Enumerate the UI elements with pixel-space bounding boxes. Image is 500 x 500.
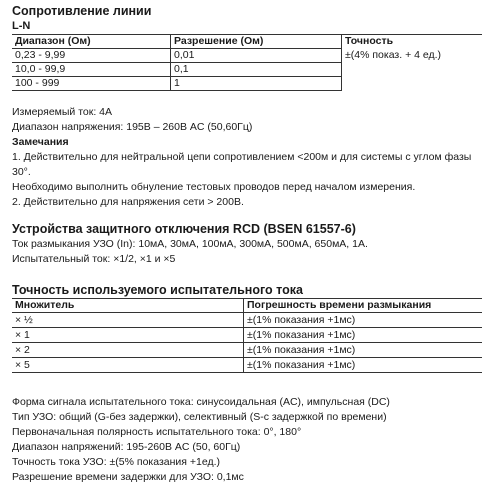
- line-resistance-subtitle: L-N: [12, 20, 31, 32]
- table-header-row: [12, 35, 482, 49]
- measured-current: Измеряемый ток: 4А: [12, 106, 113, 118]
- note-1b: Необходимо выполнить обнуление тестовых проводов перед началом измерения.: [12, 181, 416, 193]
- table-header-row: [12, 299, 482, 313]
- voltage-range-line: Диапазон напряжений: 195-260В AC (50, 60Гц): [12, 441, 241, 453]
- rcd-title: Устройства защитного отключения RCD (BSEN 61557-6): [12, 222, 356, 236]
- error-header: Погрешность времени размыкания: [244, 299, 483, 313]
- rcd-trip-current: Ток размыкания УЗО (In): 10мА, 30мА, 100мА, 300мА, 500мА, 650мА, 1А.: [12, 238, 368, 250]
- rcd-accuracy-line: Точность тока УЗО: ±(5% показания +1ед.): [12, 456, 221, 468]
- table-row: [12, 313, 482, 328]
- range-header: Диапазон (Ом): [12, 35, 171, 49]
- line-resistance-title: Сопротивление линии: [12, 4, 152, 18]
- error-cell: ±(1% показания +1мс): [244, 328, 483, 343]
- table-row: [12, 358, 482, 373]
- range-cell: 100 - 999: [12, 77, 171, 91]
- test-current-accuracy-title: Точность используемого испытательного тока: [12, 283, 303, 297]
- resolution-cell: 0,1: [171, 63, 342, 77]
- rcd-type-line: Тип УЗО: общий (G-без задержки), селективный (S-с задержкой по времени): [12, 411, 387, 423]
- notes-title: Замечания: [12, 136, 69, 148]
- range-cell: 0,23 - 9,99: [12, 49, 171, 63]
- rcd-test-current: Испытательный ток: ×1/2, ×1 и ×5: [12, 253, 176, 265]
- note-2: 2. Действительно для напряжения сети > 200В.: [12, 196, 244, 208]
- delay-resolution-line: Разрешение времени задержки для УЗО: 0,1мс: [12, 471, 244, 483]
- resolution-cell: 1: [171, 77, 342, 91]
- error-cell: ±(1% показания +1мс): [244, 343, 483, 358]
- accuracy-header: Точность: [342, 35, 483, 49]
- error-cell: ±(1% показания +1мс): [244, 313, 483, 328]
- polarity-line: Первоначальная полярность испытательного тока: 0°, 180°: [12, 426, 302, 438]
- multiplier-cell: × 5: [12, 358, 244, 373]
- table-row: [12, 49, 482, 63]
- range-cell: 10,0 - 99,9: [12, 63, 171, 77]
- error-cell: ±(1% показания +1мс): [244, 358, 483, 373]
- waveform-line: Форма сигнала испытательного тока: синусоидальная (AC), импульсная (DC): [12, 396, 390, 408]
- table-row: [12, 343, 482, 358]
- resolution-header: Разрешение (Ом): [171, 35, 342, 49]
- accuracy-cell: ±(4% показ. + 4 ед.): [345, 48, 442, 61]
- multiplier-cell: × 2: [12, 343, 244, 358]
- resolution-cell: 0,01: [171, 49, 342, 63]
- test-current-table: [12, 298, 482, 373]
- multiplier-cell: × ½: [12, 313, 244, 328]
- line-resistance-table: [12, 34, 482, 91]
- note-1a: 1. Действительно для нейтральной цепи сопротивлением <200м и для системы с углом фазы 30°.: [12, 151, 472, 178]
- voltage-range: Диапазон напряжения: 195В – 260В AC (50,60Гц): [12, 121, 253, 133]
- table-row: [12, 328, 482, 343]
- multiplier-header: Множитель: [12, 299, 244, 313]
- multiplier-cell: × 1: [12, 328, 244, 343]
